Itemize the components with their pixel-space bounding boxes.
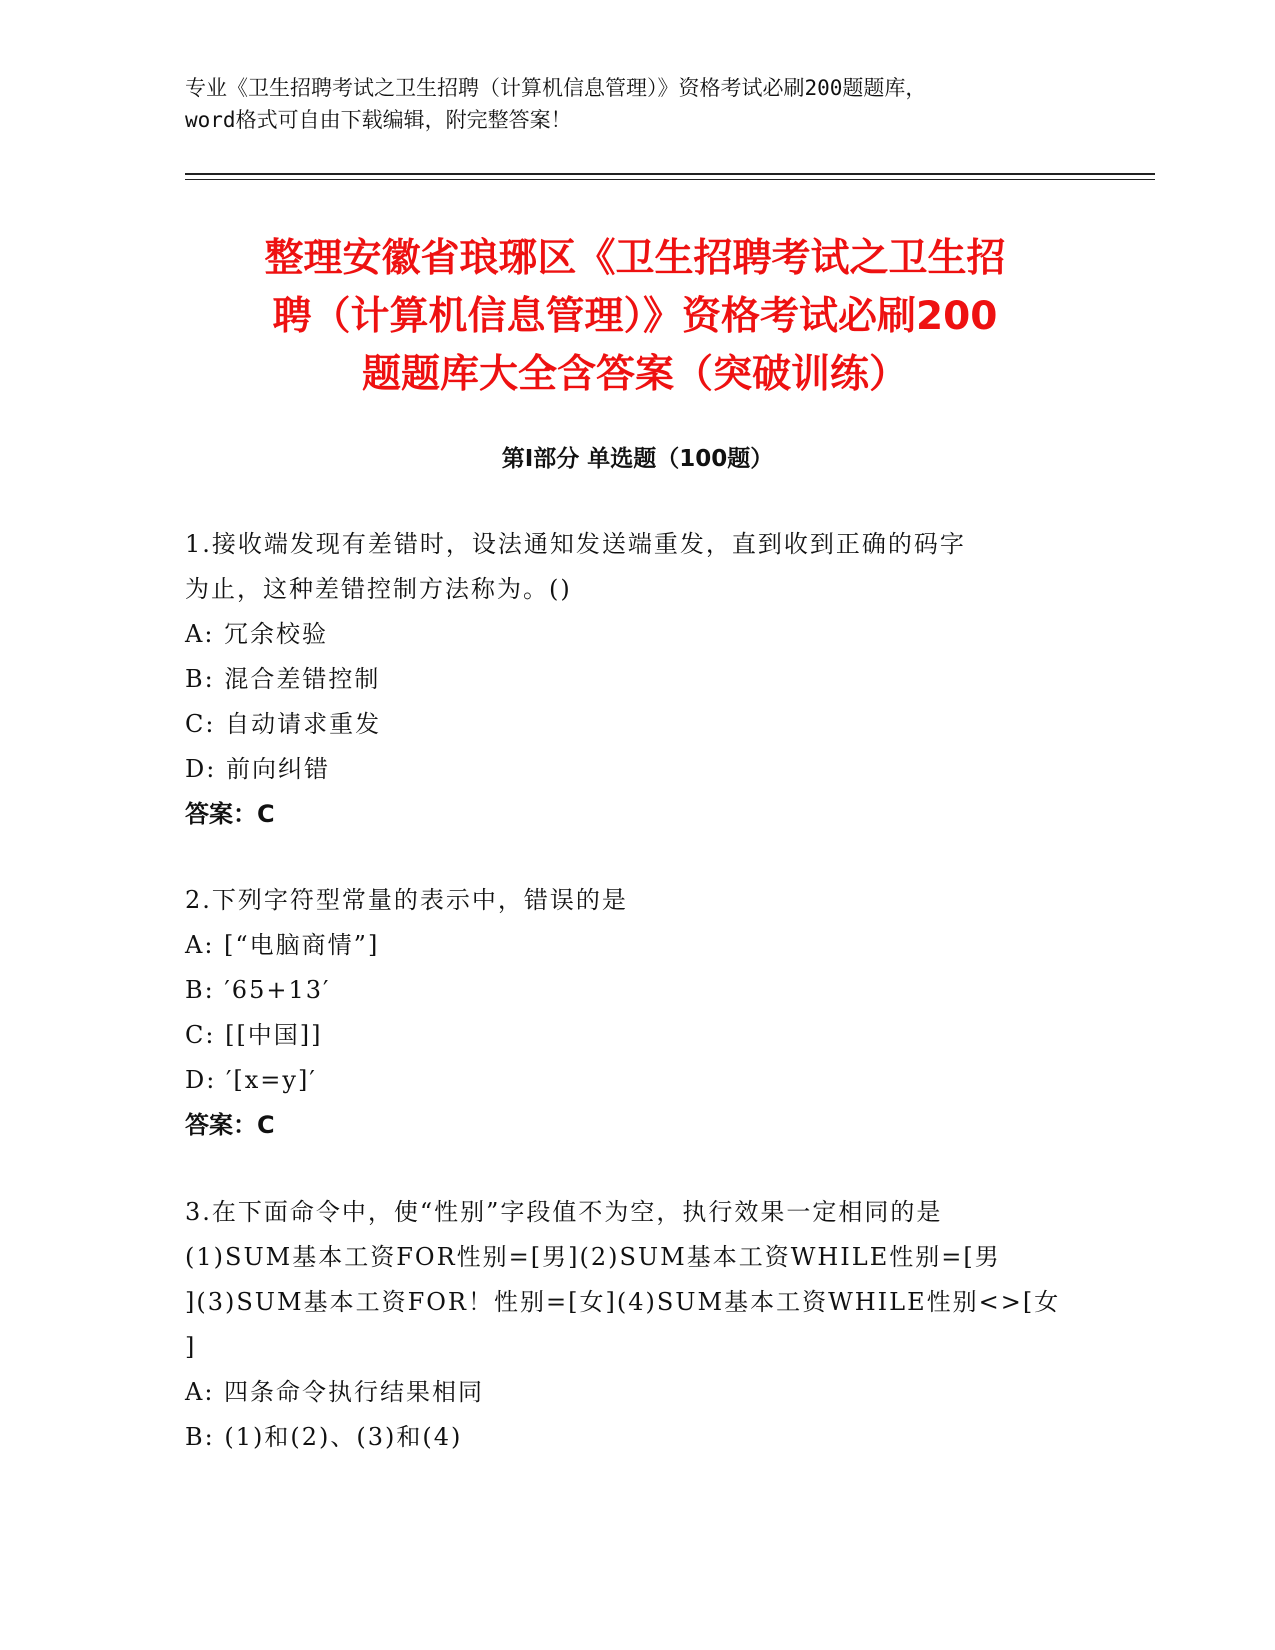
document-title (175, 230, 1095, 404)
question-stem: (1)SUM基本工资FOR性别=[男](2)SUM基本工资WHILE性别=[男 (185, 1243, 1001, 1271)
header-divider (185, 179, 1155, 180)
option-b: B: 混合差错控制 (185, 665, 381, 693)
title-line: 聘（计算机信息管理）》资格考试必刷200 (272, 294, 998, 339)
question-stem: ] (185, 1333, 197, 1361)
option-a: A: 四条命令执行结果相同 (185, 1378, 485, 1406)
header-note (185, 72, 1085, 136)
option-c: C: 自动请求重发 (185, 710, 382, 738)
question-2 (185, 878, 1115, 1148)
question-3 (185, 1190, 1115, 1460)
option-c: C: [[中国]] (185, 1021, 323, 1049)
option-b: B: (1)和(2)、(3)和(4) (185, 1423, 463, 1451)
answer: 答案：C (185, 800, 275, 828)
question-stem: 2.下列字符型常量的表示中，错误的是 (185, 886, 628, 914)
option-b: B: ′65+13′ (185, 976, 331, 1004)
question-stem: 为止，这种差错控制方法称为。() (185, 575, 572, 603)
question-stem: 1.接收端发现有差错时，设法通知发送端重发，直到收到正确的码字 (185, 530, 966, 558)
option-a: A: 冗余校验 (185, 620, 329, 648)
answer: 答案：C (185, 1111, 275, 1139)
option-a: A: [“电脑商情”] (185, 931, 380, 959)
header-note-line: 专业《卫生招聘考试之卫生招聘（计算机信息管理）》资格考试必刷200题题库， (185, 76, 927, 100)
question-stem: 3.在下面命令中，使“性别”字段值不为空，执行效果一定相同的是 (185, 1198, 943, 1226)
section-heading: 第I部分 单选题（100题） (501, 446, 774, 472)
question-1 (185, 522, 1115, 837)
option-d: D: ′[x=y]′ (185, 1066, 317, 1094)
header-divider (185, 173, 1155, 175)
option-d: D: 前向纠错 (185, 755, 330, 783)
question-stem: ](3)SUM基本工资FOR！性别=[女](4)SUM基本工资WHILE性别<>[女 (185, 1288, 1061, 1316)
title-line: 整理安徽省琅琊区《卫生招聘考试之卫生招 (264, 236, 1006, 281)
header-note-line: word格式可自由下载编辑，附完整答案！ (185, 108, 572, 132)
title-line: 题题库大全含答案（突破训练） (361, 352, 908, 397)
